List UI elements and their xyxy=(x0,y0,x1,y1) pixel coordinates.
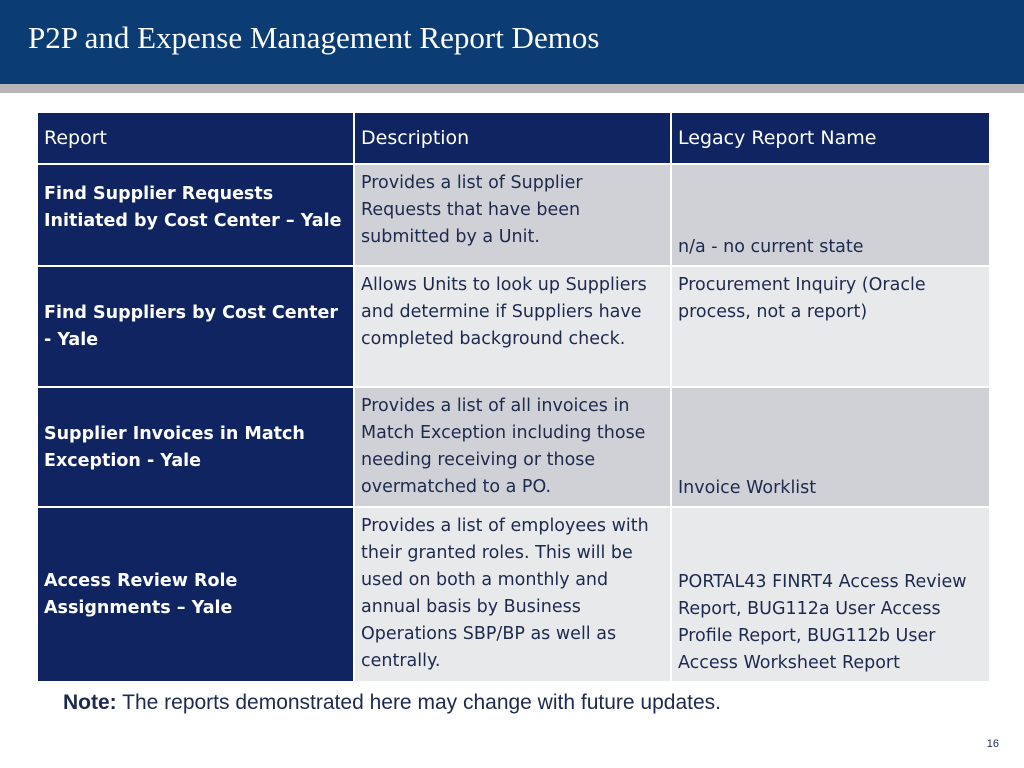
description-cell: Provides a list of all invoices in Match Exception including those needing receiving or those overmatched to a PO. xyxy=(354,387,671,507)
table-row xyxy=(37,387,990,507)
title-divider xyxy=(0,84,1024,93)
page-number: 16 xyxy=(986,738,999,750)
legacy-report-cell: PORTAL43 FINRT4 Access Review Report, BUG112a User Access Profile Report, BUG112b User Access Worksheet Report xyxy=(671,507,990,682)
table-row xyxy=(37,164,990,266)
header-description: Description xyxy=(354,112,671,164)
title-bar xyxy=(0,0,1024,84)
slide-title: P2P and Expense Management Report Demos xyxy=(28,20,600,55)
header-report: Report xyxy=(37,112,354,164)
footnote xyxy=(63,691,721,715)
table-row xyxy=(37,507,990,682)
table-row xyxy=(37,266,990,387)
table-header-row xyxy=(37,112,990,164)
report-name-cell: Supplier Invoices in Match Exception - Yale xyxy=(37,387,354,507)
reports-table xyxy=(36,111,991,683)
note-text: The reports demonstrated here may change with future updates. xyxy=(116,691,721,714)
report-name-cell: Find Suppliers by Cost Center - Yale xyxy=(37,266,354,387)
header-legacy-report-name: Legacy Report Name xyxy=(671,112,990,164)
description-cell: Provides a list of employees with their granted roles. This will be used on both a monthly and annual basis by Business Operations SBP/BP as well as centrally. xyxy=(354,507,671,682)
description-cell: Allows Units to look up Suppliers and determine if Suppliers have completed background check. xyxy=(354,266,671,387)
note-label: Note: xyxy=(63,691,117,714)
legacy-report-cell: Procurement Inquiry (Oracle process, not a report) xyxy=(671,266,990,387)
description-cell: Provides a list of Supplier Requests that have been submitted by a Unit. xyxy=(354,164,671,266)
report-name-cell: Find Supplier Requests Initiated by Cost Center – Yale xyxy=(37,164,354,266)
legacy-report-cell: Invoice Worklist xyxy=(671,387,990,507)
report-name-cell: Access Review Role Assignments – Yale xyxy=(37,507,354,682)
legacy-report-cell: n/a - no current state xyxy=(671,164,990,266)
